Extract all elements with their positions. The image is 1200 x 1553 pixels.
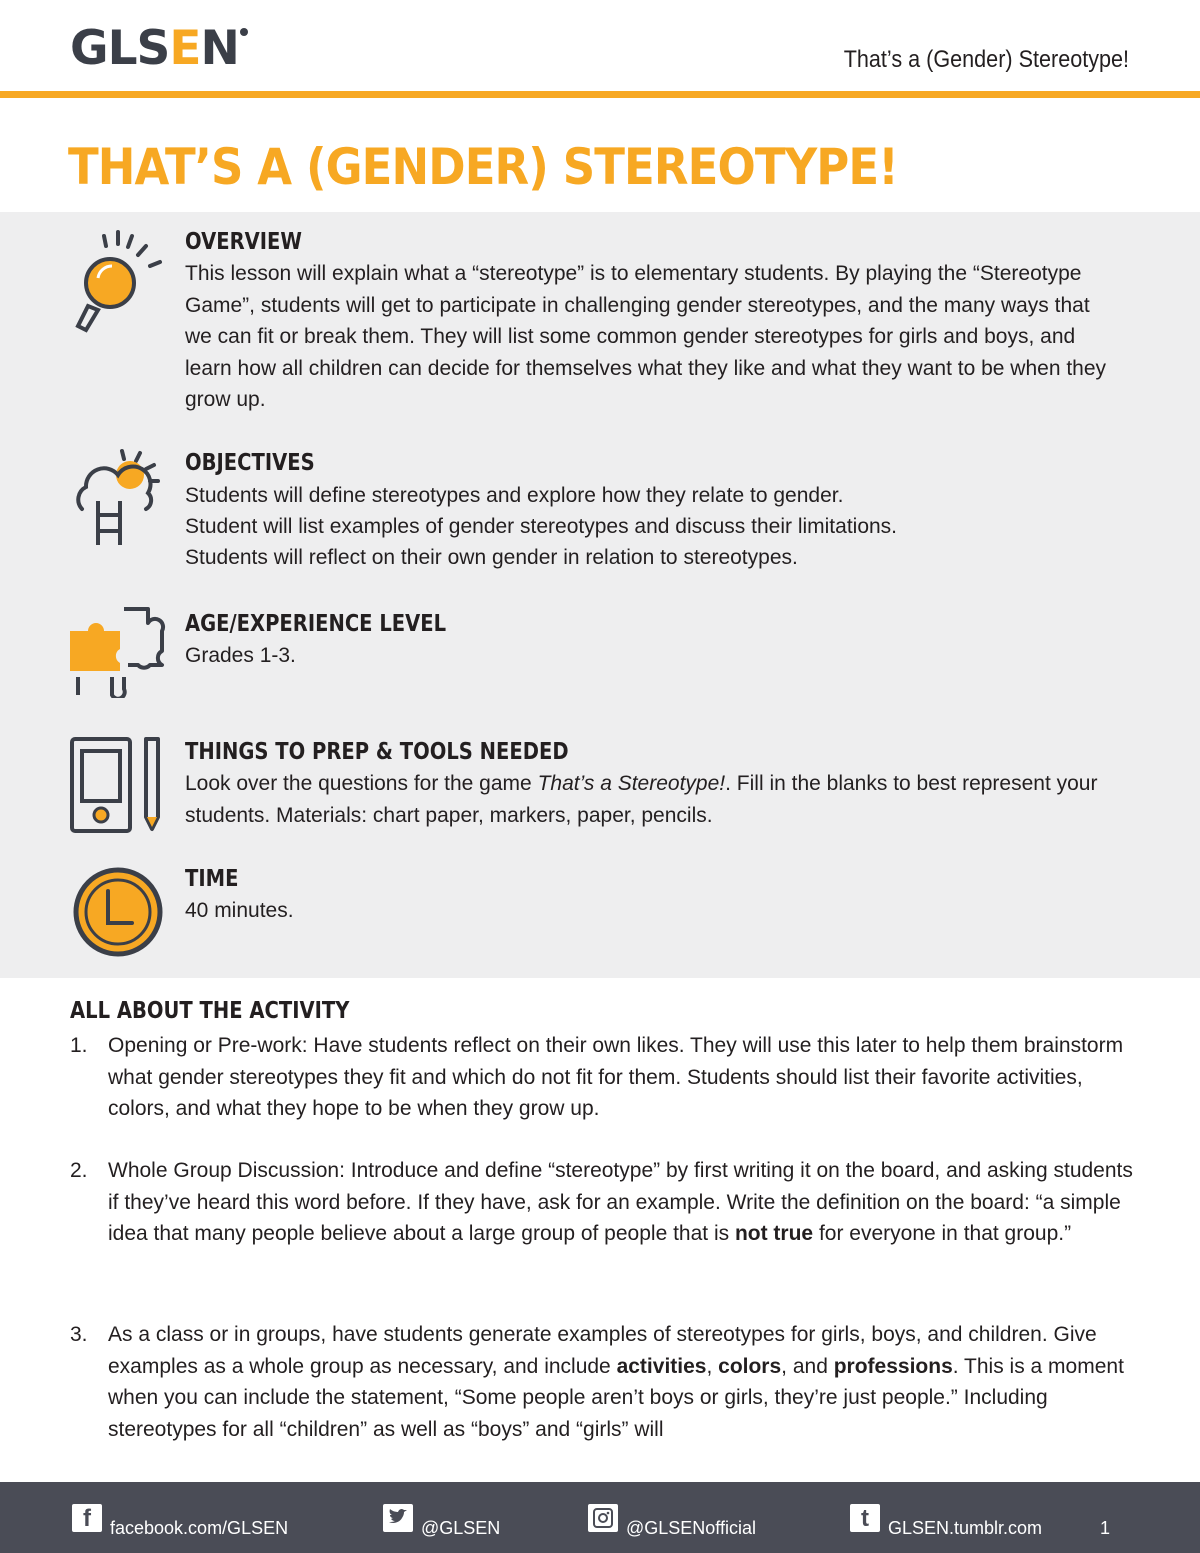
clock-icon <box>68 865 168 960</box>
activity-heading: ALL ABOUT THE ACTIVITY <box>70 998 350 1024</box>
time-heading: TIME <box>185 866 239 892</box>
magnifier-icon <box>68 228 168 338</box>
prep-heading: THINGS TO PREP & TOOLS NEEDED <box>185 739 569 765</box>
cloud-sun-ladder-icon <box>68 445 168 550</box>
facebook-icon: f <box>72 1504 102 1532</box>
age-text: Grades 1-3. <box>185 644 296 667</box>
objective-1: Students will define stereotypes and explore how they relate to gender. <box>185 484 844 507</box>
overview-text: This lesson will explain what a “stereotype” is to elementary students. By playing the “Stereotype Game”, students will get to participate in challenging gender stereotypes, and the many ways that we can fit or break them. They will list some common gender stereotypes for girls and boys, and learn how all children can decide for themselves what they like and what they want to be when they grow up. <box>185 262 1107 411</box>
time-text: 40 minutes. <box>185 899 294 922</box>
objectives-heading: OBJECTIVES <box>185 450 315 476</box>
tablet-pencil-icon <box>68 735 168 835</box>
overview-heading: OVERVIEW <box>185 229 302 255</box>
instagram-icon <box>588 1504 618 1532</box>
header-rule <box>0 91 1200 98</box>
tumblr-icon: t <box>850 1504 880 1532</box>
page-header <box>0 0 1200 100</box>
prep-text: Look over the questions for the game That’s a Stereotype!. Fill in the blanks to best represent your students. Materials: chart paper, markers, paper, pencils. <box>185 772 1098 827</box>
glsen-logo: GLSEN <box>70 24 239 74</box>
page-title: THAT’S A (GENDER) STEREOTYPE! <box>68 138 898 196</box>
objective-2: Student will list examples of gender stereotypes and discuss their limitations. <box>185 515 898 538</box>
header-title: That’s a (Gender) Stereotype! <box>843 46 1129 73</box>
page-number: 1 <box>1100 1518 1111 1538</box>
objective-3: Students will reflect on their own gender in relation to stereotypes. <box>185 546 798 569</box>
puzzle-pieces-icon <box>68 603 168 698</box>
twitter-icon <box>383 1504 413 1532</box>
age-heading: AGE/EXPERIENCE LEVEL <box>185 611 447 637</box>
page-footer: f facebook.com/GLSEN @GLSEN @GLSENofficial t GLSEN.tumblr.com 1 <box>0 1482 1200 1553</box>
